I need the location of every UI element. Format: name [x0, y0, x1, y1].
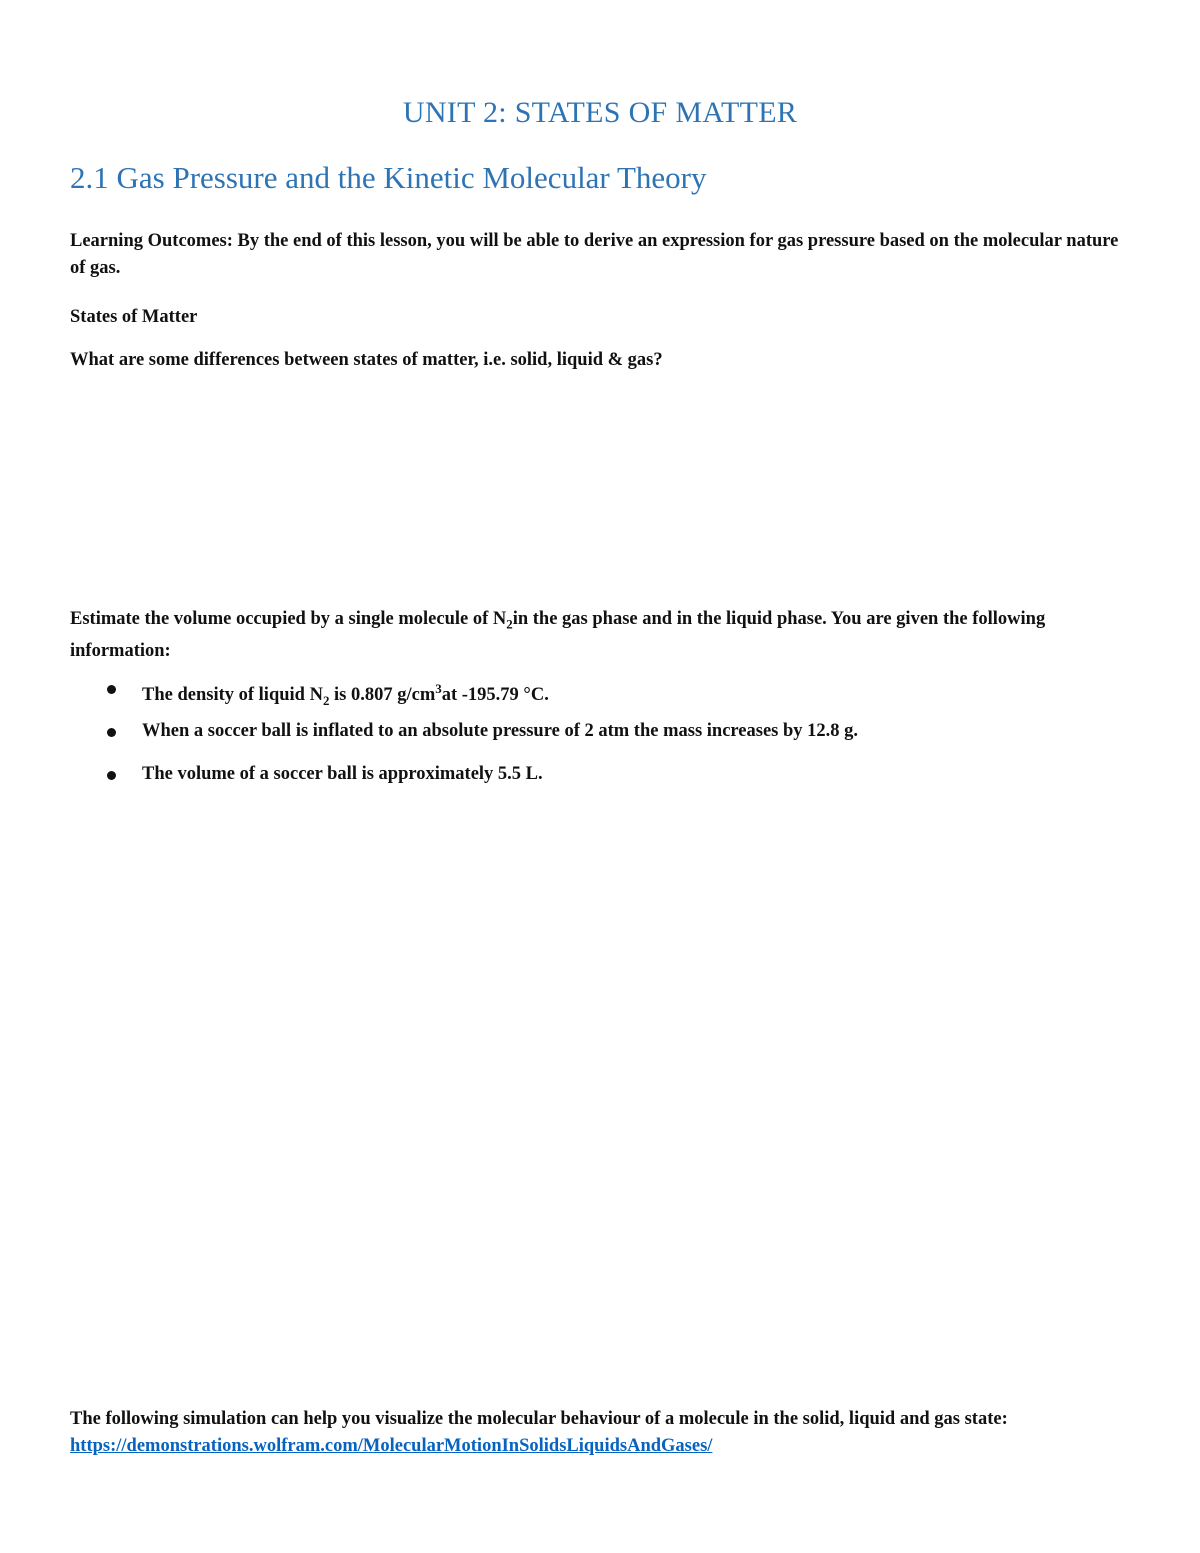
estimate-subscript: 2	[506, 616, 513, 632]
learning-outcomes: Learning Outcomes: By the end of this lesson, you will be able to derive an expression for gas pressure based on the molecular nature of gas.	[70, 231, 1119, 278]
bullet-icon	[107, 771, 116, 780]
simulation-paragraph	[70, 1406, 1130, 1460]
bullet-icon	[107, 728, 116, 737]
list-item	[70, 761, 1130, 804]
unit-title: UNIT 2: STATES OF MATTER	[402, 96, 798, 129]
states-of-matter-heading: States of Matter	[70, 307, 198, 327]
density-text-middle: is 0.807 g/cm	[329, 685, 436, 706]
list-item	[70, 675, 1130, 718]
bullet-icon	[107, 685, 116, 694]
simulation-text: The following simulation can help you visualize the molecular behaviour of a molecule in the solid, liquid and gas state:	[70, 1409, 1008, 1429]
states-question: What are some differences between states of matter, i.e. solid, liquid & gas?	[70, 350, 663, 370]
density-text-before: The density of liquid N	[142, 685, 323, 706]
simulation-link[interactable]: https://demonstrations.wolfram.com/MolecularMotionInSolidsLiquidsAndGases/	[70, 1436, 713, 1456]
estimate-paragraph	[70, 606, 1130, 665]
information-list	[70, 675, 1130, 804]
estimate-text-before: Estimate the volume occupied by a single molecule of N	[70, 609, 507, 629]
density-superscript: 3	[435, 681, 442, 696]
soccer-volume-text: The volume of a soccer ball is approximately 5.5 L.	[142, 764, 543, 784]
density-text-after: at -195.79 °C.	[441, 685, 549, 706]
section-title: 2.1 Gas Pressure and the Kinetic Molecular Theory	[70, 160, 707, 195]
estimate-text-after: in the gas phase and in the liquid phase. You are given the following information:	[70, 609, 1046, 661]
list-item	[70, 718, 1130, 761]
soccer-mass-text: When a soccer ball is inflated to an absolute pressure of 2 atm the mass increases by 12.8 g.	[142, 721, 859, 741]
density-subscript: 2	[322, 692, 330, 708]
